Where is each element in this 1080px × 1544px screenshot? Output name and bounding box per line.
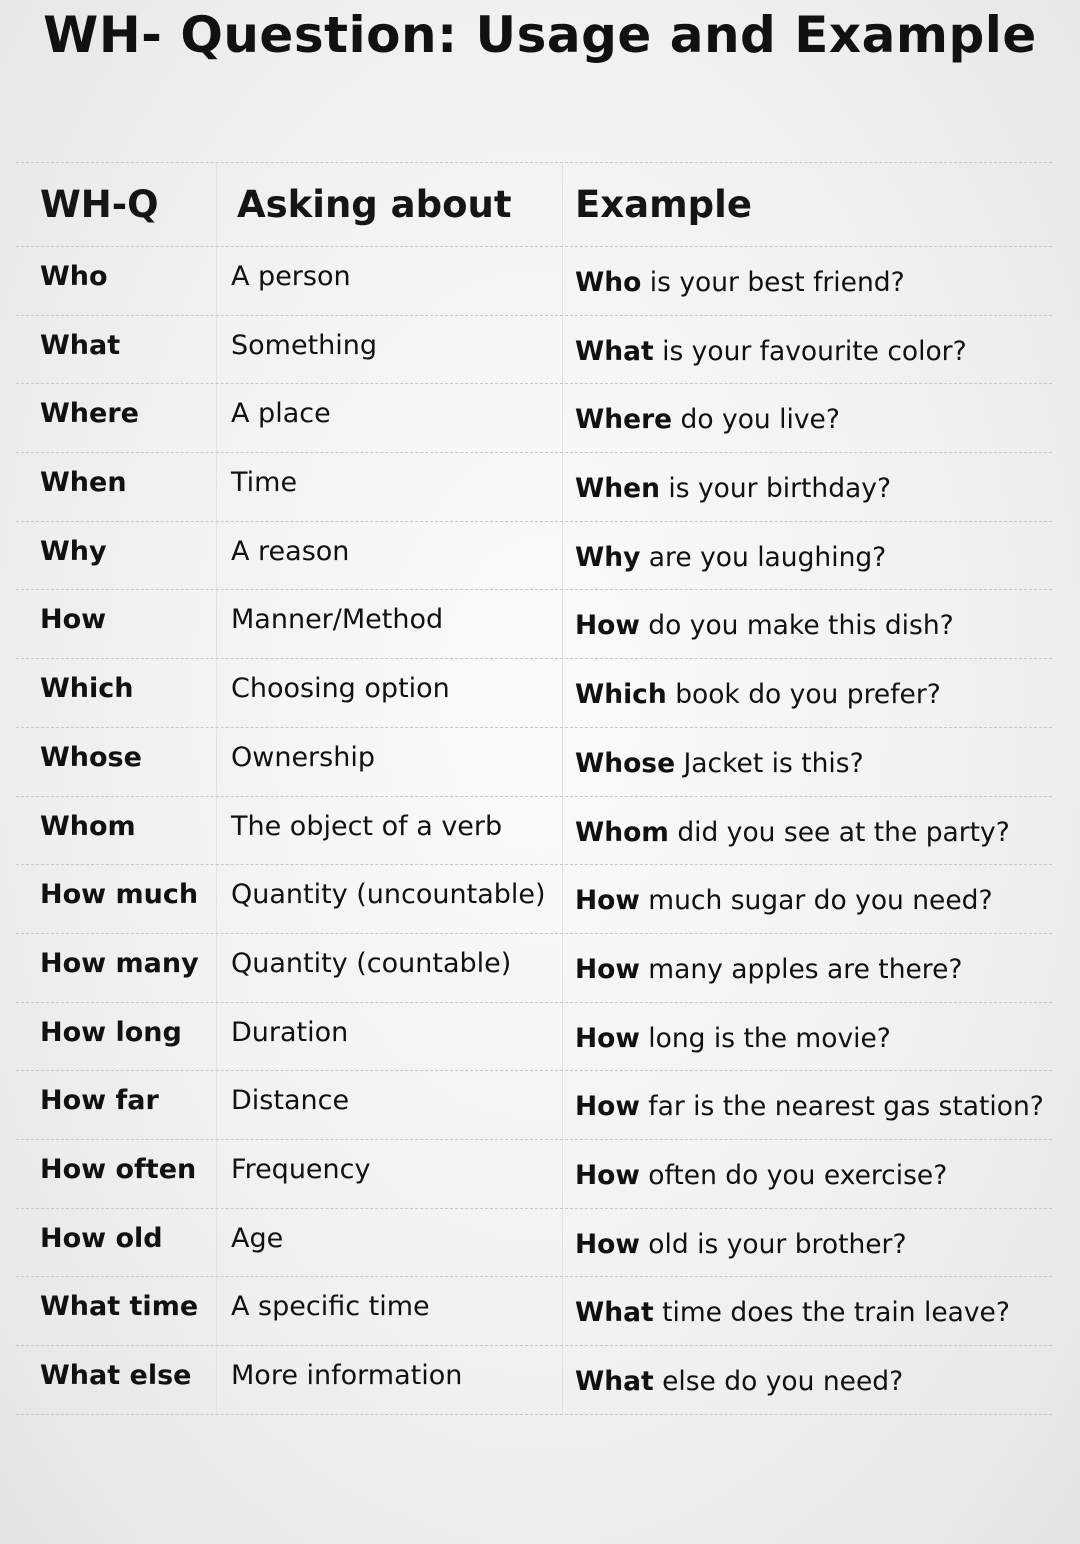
table-row [16, 1140, 1052, 1209]
whq-word: Which [40, 673, 134, 705]
asking-about: Time [216, 453, 562, 521]
table-body [16, 247, 1052, 1415]
example-rest-text: many apples are there? [639, 953, 963, 985]
whq-word: How many [40, 947, 199, 979]
example-rest-text: time does the train leave? [653, 1297, 1010, 1329]
table-row [16, 1346, 1052, 1415]
example-sentence [562, 522, 1052, 590]
table-row [16, 384, 1052, 453]
table-row [16, 934, 1052, 1003]
example-lead-word: What [575, 1297, 654, 1329]
example-sentence [562, 659, 1052, 727]
asking-about: Quantity (uncountable) [216, 865, 562, 933]
whq-word: How long [40, 1016, 182, 1048]
column-header-example: Example [562, 163, 1052, 246]
example-lead-word: When [575, 473, 660, 505]
table-row [16, 453, 1052, 522]
example-sentence [562, 728, 1052, 796]
example-lead-word: How [575, 1159, 640, 1191]
whq-word: How far [40, 1085, 159, 1117]
table-row [16, 1209, 1052, 1278]
example-rest-text: else do you need? [653, 1366, 904, 1397]
example-rest-text: did you see at the party? [668, 816, 1010, 848]
whq-word: How often [40, 1153, 197, 1185]
example-sentence [562, 934, 1052, 1002]
example-lead-word: Why [575, 541, 641, 573]
column-header-asking-about: Asking about [216, 163, 562, 246]
asking-about: A reason [216, 522, 562, 590]
example-sentence [562, 1209, 1052, 1277]
asking-about: Manner/Method [216, 590, 562, 658]
example-sentence [562, 1346, 1052, 1414]
table-row [16, 1071, 1052, 1140]
asking-about: Quantity (countable) [216, 934, 562, 1002]
asking-about: A place [216, 384, 562, 452]
example-rest-text: is your favourite color? [653, 335, 967, 367]
example-lead-word: How [575, 1228, 640, 1260]
column-header-whq: WH-Q [40, 183, 159, 226]
example-lead-word: Whose [575, 747, 676, 779]
example-sentence [562, 1140, 1052, 1208]
example-lead-word: How [575, 610, 640, 642]
asking-about: A person [216, 247, 562, 315]
whq-word: How much [40, 879, 199, 911]
whq-word: What else [40, 1360, 192, 1391]
example-lead-word: Whom [575, 816, 669, 848]
example-sentence [562, 590, 1052, 658]
whq-word: Why [40, 535, 107, 567]
example-rest-text: do you live? [672, 404, 840, 436]
table-row [16, 865, 1052, 934]
example-lead-word: Which [575, 679, 667, 711]
example-lead-word: Where [575, 404, 673, 436]
example-lead-word: How [575, 885, 640, 917]
example-lead-word: Who [575, 267, 642, 298]
wh-question-table [16, 162, 1052, 1415]
example-sentence [562, 1277, 1052, 1345]
asking-about: The object of a verb [216, 797, 562, 865]
whq-word: What [40, 329, 121, 361]
asking-about: Frequency [216, 1140, 562, 1208]
example-rest-text: much sugar do you need? [639, 885, 993, 917]
table-row [16, 1003, 1052, 1072]
table-row [16, 659, 1052, 728]
example-lead-word: How [575, 953, 640, 985]
table-row [16, 316, 1052, 385]
example-lead-word: How [575, 1022, 640, 1054]
example-lead-word: What [575, 1366, 654, 1397]
example-sentence [562, 247, 1052, 315]
asking-about: Distance [216, 1071, 562, 1139]
example-lead-word: How [575, 1091, 640, 1123]
table-row [16, 1277, 1052, 1346]
whq-word: Who [40, 261, 108, 292]
example-lead-word: What [575, 335, 654, 367]
example-rest-text: book do you prefer? [666, 679, 941, 711]
example-rest-text: Jacket is this? [675, 747, 864, 779]
example-sentence [562, 453, 1052, 521]
asking-about: More information [216, 1346, 562, 1414]
example-sentence [562, 384, 1052, 452]
table-row [16, 797, 1052, 866]
asking-about: Choosing option [216, 659, 562, 727]
example-rest-text: is your best friend? [641, 267, 905, 298]
whq-word: How [40, 604, 107, 636]
asking-about: Duration [216, 1003, 562, 1071]
example-rest-text: are you laughing? [640, 541, 887, 573]
table-row [16, 590, 1052, 659]
example-rest-text: is your birthday? [659, 473, 892, 505]
table-row [16, 728, 1052, 797]
table-row [16, 247, 1052, 316]
whq-word: Whom [40, 810, 136, 842]
table-header-row [16, 163, 1052, 247]
whq-word: When [40, 467, 127, 499]
asking-about: Something [216, 316, 562, 384]
whq-word: How old [40, 1222, 163, 1254]
example-rest-text: often do you exercise? [639, 1159, 948, 1191]
asking-about: A specific time [216, 1277, 562, 1345]
example-sentence [562, 865, 1052, 933]
whq-word: Whose [40, 741, 142, 773]
page-title: WH- Question: Usage and Example [43, 6, 1037, 64]
asking-about: Age [216, 1209, 562, 1277]
table-row [16, 522, 1052, 591]
example-sentence [562, 316, 1052, 384]
example-sentence [562, 797, 1052, 865]
example-rest-text: far is the nearest gas station? [639, 1091, 1044, 1123]
asking-about: Ownership [216, 728, 562, 796]
example-sentence [562, 1071, 1052, 1139]
whq-word: What time [40, 1291, 199, 1323]
example-rest-text: old is your brother? [639, 1228, 907, 1260]
example-sentence [562, 1003, 1052, 1071]
whq-word: Where [40, 398, 139, 430]
example-rest-text: long is the movie? [639, 1022, 891, 1054]
example-rest-text: do you make this dish? [639, 610, 954, 642]
